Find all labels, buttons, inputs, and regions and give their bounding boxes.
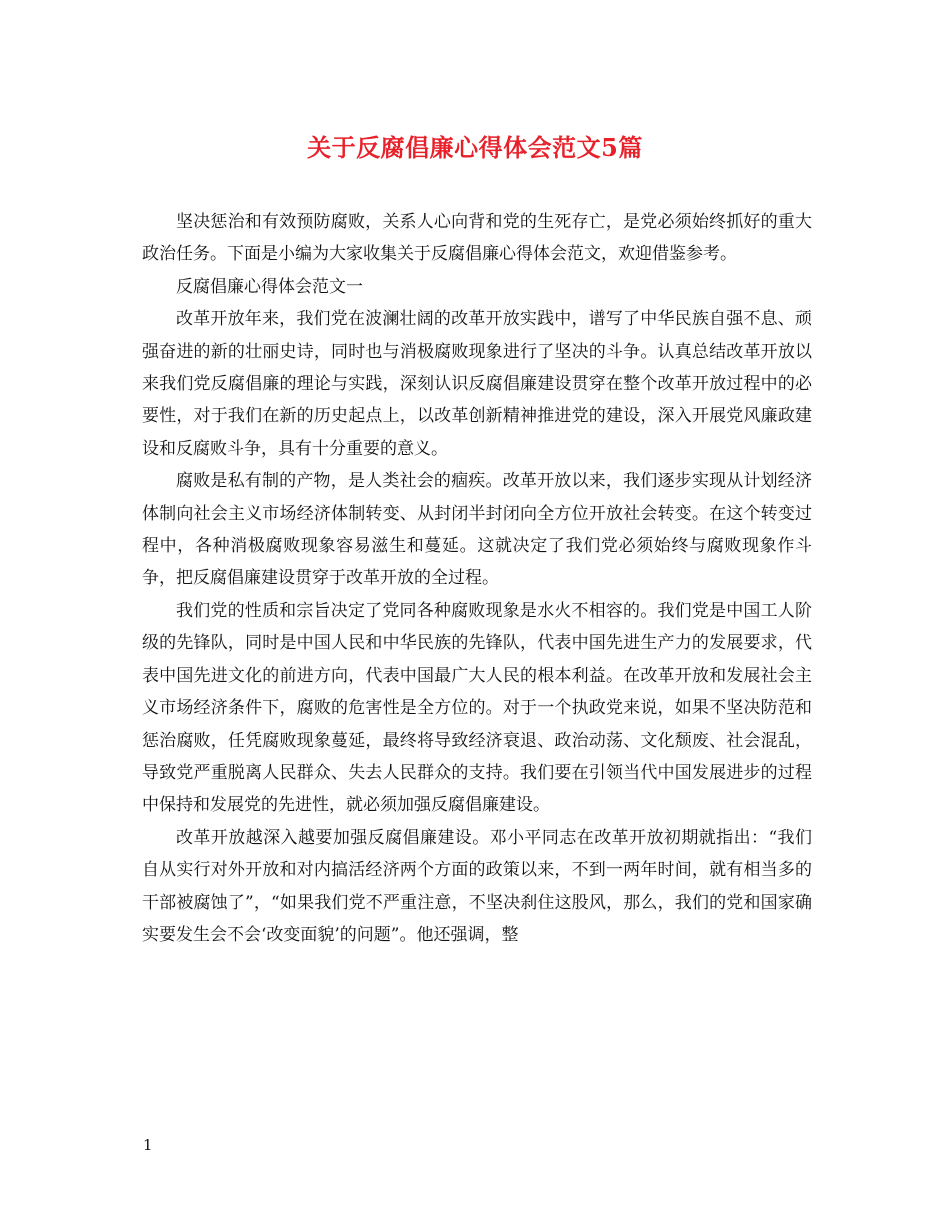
document-body: [142, 206, 812, 951]
page-number: 1: [143, 1136, 153, 1154]
intro-paragraph: 坚决惩治和有效预防腐败，关系人心向背和党的生死存亡，是党必须始终抓好的重大政治任务。下面是小编为大家收集关于反腐倡廉心得体会范文，欢迎借鉴参考。: [142, 212, 812, 265]
page-title: 关于反腐倡廉心得体会范文5篇: [307, 133, 643, 162]
body-paragraph: 改革开放年来，我们党在波澜壮阔的改革开放实践中，谱写了中华民族自强不息、顽强奋进的新的壮丽史诗，同时也与消极腐败现象进行了坚决的斗争。认真总结改革开放以来我们党反腐倡廉的理论与实践，深刻认识反腐倡廉建设贯穿在整个改革开放过程中的必要性，对于我们在新的历史起点上，以改革创新精神推进党的建设，深入开展党风廉政建设和反腐败斗争，具有十分重要的意义。: [142, 309, 812, 459]
section-heading: 反腐倡廉心得体会范文一: [176, 276, 363, 297]
body-paragraph: 我们党的性质和宗旨决定了党同各种腐败现象是水火不相容的。我们党是中国工人阶级的先锋队，同时是中国人民和中华民族的先锋队，代表中国先进生产力的发展要求，代表中国先进文化的前进方向，代表中国最广大人民的根本利益。在改革开放和发展社会主义市场经济条件下，腐败的危害性是全方位的。对于一个执政党来说，如果不坚决防范和惩治腐败，任凭腐败现象蔓延，最终将导致经济衰退、政治动荡、文化颓废、社会混乱，导致党严重脱离人民群众、失去人民群众的支持。我们要在引领当代中国发展进步的过程中保持和发展党的先进性，就必须加强反腐倡廉建设。: [142, 600, 812, 816]
body-paragraph: 改革开放越深入越要加强反腐倡廉建设。邓小平同志在改革开放初期就指出：“我们自从实行对外开放和对内搞活经济两个方面的政策以来，不到一两年时间，就有相当多的干部被腐蚀了”，“如果我们党不严重注意，不坚决刹住这股风，那么，我们的党和国家确实要发生会不会‘改变面貌’的问题”。他还强调，整: [142, 827, 812, 945]
body-paragraph: 腐败是私有制的产物，是人类社会的痼疾。改革开放以来，我们逐步实现从计划经济体制向社会主义市场经济体制转变、从封闭半封闭向全方位开放社会转变。在这个转变过程中，各种消极腐败现象容易滋生和蔓延。这就决定了我们党必须始终与腐败现象作斗争，把反腐倡廉建设贯穿于改革开放的全过程。: [142, 471, 812, 589]
